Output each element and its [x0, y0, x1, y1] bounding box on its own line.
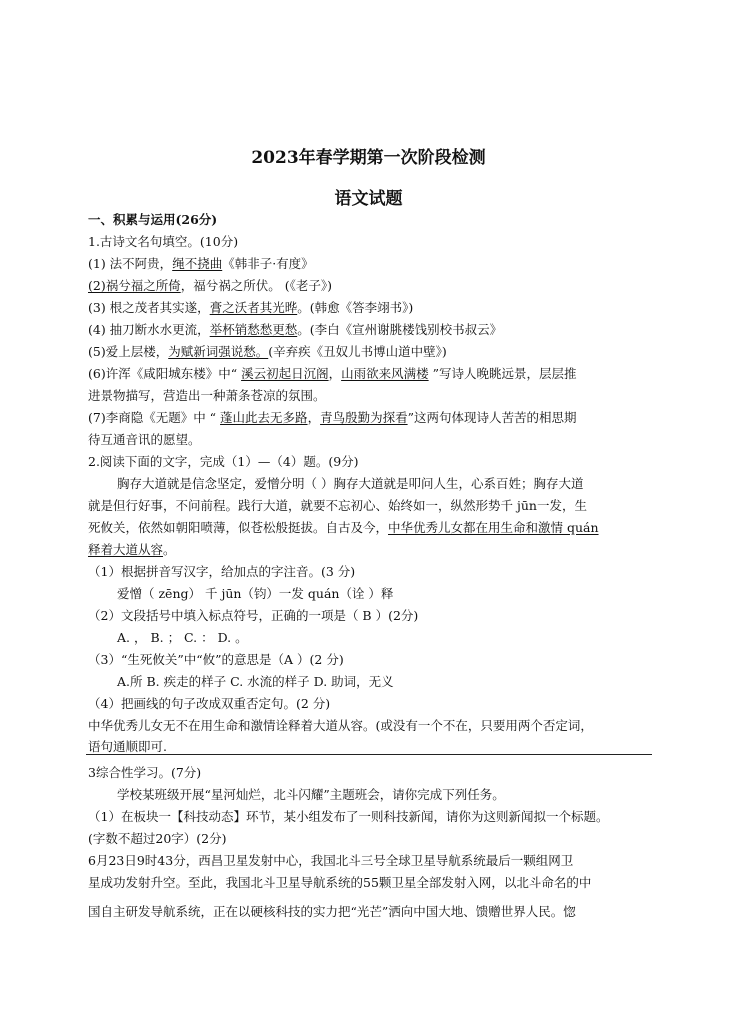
q2-sub-4-answer-1: 中华优秀儿女无不在用生命和激情诠释着大道从容。(或没有一个不在，只要用两个否定词， — [88, 718, 593, 733]
q3-news-line-3: 国自主研发导航系统，正在以硬核科技的实力把“光芒”洒向中国大地、馈赠世界人民。惚 — [88, 904, 576, 919]
exam-subtitle: 语文试题 — [334, 189, 403, 209]
q2-stem: 2.阅读下面的文字，完成（1）—（4）题。(9分) — [88, 454, 359, 469]
answer-underline: 膏之沃者其光晔 — [209, 300, 298, 315]
q2-passage-line-1: 胸存大道就是信念坚定，爱憎分明（ ）胸存大道就是叩问人生，心系百姓；胸存大道 — [117, 476, 584, 491]
exam-title: 2023年春学期第一次阶段检测 — [251, 148, 486, 168]
answer-underline: 山雨欲来风满楼 — [341, 366, 429, 381]
q3-sub-1: （1）在板块一【科技动态】环节，某小组发布了一则科技新闻，请你为这则新闻拟一个标题。 — [88, 809, 609, 824]
q3-news-line-2: 星成功发射升空。至此，我国北斗卫星导航系统的55颗卫星全部发射入网，以北斗命名的中 — [88, 875, 592, 890]
q3-news-line-1: 6月23日9时43分，西昌卫星发射中心，我国北斗三号全球卫星导航系统最后一颗组网卫 — [88, 853, 574, 868]
q2-passage-line-3: 死攸关，依然如朝阳喷薄，似苍松般挺拔。自古及今，中华优秀儿女都在用生命和激情 quán — [88, 520, 599, 535]
answer-underline: 青鸟殷勤为探看 — [320, 410, 408, 425]
answer-underline: 举杯销愁愁更愁 — [209, 322, 298, 337]
q1-item-6: (6)许浑《咸阳城东楼》中“ 溪云初起日沉阁，山雨欲来风满楼 ”写诗人晚眺远景，层层推 — [88, 366, 577, 381]
q2-passage-line-2: 就是但行好事，不问前程。践行大道，就要不忘初心、始终如一，纵然形势千 jūn一发，生 — [88, 498, 587, 513]
answer-underline: 溪云初起日沉阁 — [241, 366, 329, 381]
underlined-sentence: 释着大道从容 — [88, 542, 164, 557]
answer-underline: 为赋新词强说愁。 — [168, 344, 269, 359]
q2-sub-3-options: A.所 B. 疾走的样子 C. 水流的样子 D. 助词，无义 — [117, 674, 394, 689]
q2-sub-1-answer: 爱憎（ zēng） 千 jūn（钧）一发 quán（诠 ）释 — [117, 586, 394, 601]
answer-underline: (2)祸兮福之所倚 — [88, 278, 181, 293]
q1-item-7: (7)李商隐《无题》中 “ 蓬山此去无多路，青鸟殷勤为探看”这两句体现诗人苦苦的相思期 — [88, 410, 577, 425]
q1-stem: 1.古诗文名句填空。(10分) — [88, 234, 239, 249]
q1-item-2: (2)祸兮福之所倚，福兮祸之所伏。 (《老子》) — [88, 278, 332, 293]
section-heading: 一、积累与运用(26分) — [88, 212, 218, 227]
q2-sub-4: （4）把画线的句子改成双重否定句。(2 分) — [88, 696, 331, 711]
q1-item-3: (3) 根之茂者其实遂，膏之沃者其光晔。(韩愈《答李翊书》) — [88, 300, 414, 315]
answer-underline: 绳不挠曲 — [172, 256, 223, 271]
q3-stem: 3综合性学习。(7分) — [88, 765, 202, 780]
q1-item-7-cont: 待互通音讯的愿望。 — [88, 432, 201, 447]
q2-sub-2: （2）文段括号中填入标点符号，正确的一项是（ B ）(2分) — [88, 608, 419, 623]
q2-sub-4-answer-2: 语句通顺即可. — [88, 739, 167, 754]
q1-item-4: (4) 抽刀断水水更流，举杯销愁愁更愁。(李白《宣州谢朓楼饯别校书叔云》 — [88, 322, 503, 337]
q1-item-1: (1) 法不阿贵，绳不挠曲《韩非子·有度》 — [88, 256, 314, 271]
section-divider — [86, 754, 652, 755]
q2-sub-1: （1）根据拼音写汉字，给加点的字注音。(3 分) — [88, 564, 356, 579]
q3-intro: 学校某班级开展“星河灿烂，北斗闪耀”主题班会，请你完成下列任务。 — [117, 787, 505, 802]
q2-sub-3: （3）“生死攸关”中“攸”的意思是（A ）(2 分) — [88, 652, 344, 667]
q1-item-5: (5)爱上层楼，为赋新词强说愁。(辛弃疾《丑奴儿书博山道中壁》) — [88, 344, 447, 359]
answer-underline: 蓬山此去无多路 — [220, 410, 308, 425]
q1-item-6-cont: 进景物描写，营造出一种萧条苍凉的氛围。 — [88, 388, 326, 403]
q2-passage-line-4: 释着大道从容。 — [88, 542, 176, 557]
q2-sub-2-options: A. ， B. ； C. ： D. 。 — [117, 630, 248, 645]
q3-sub-1-limit: (字数不超过20字）(2分) — [88, 831, 227, 846]
underlined-sentence: 中华优秀儿女都在用生命和激情 quán — [388, 520, 599, 535]
